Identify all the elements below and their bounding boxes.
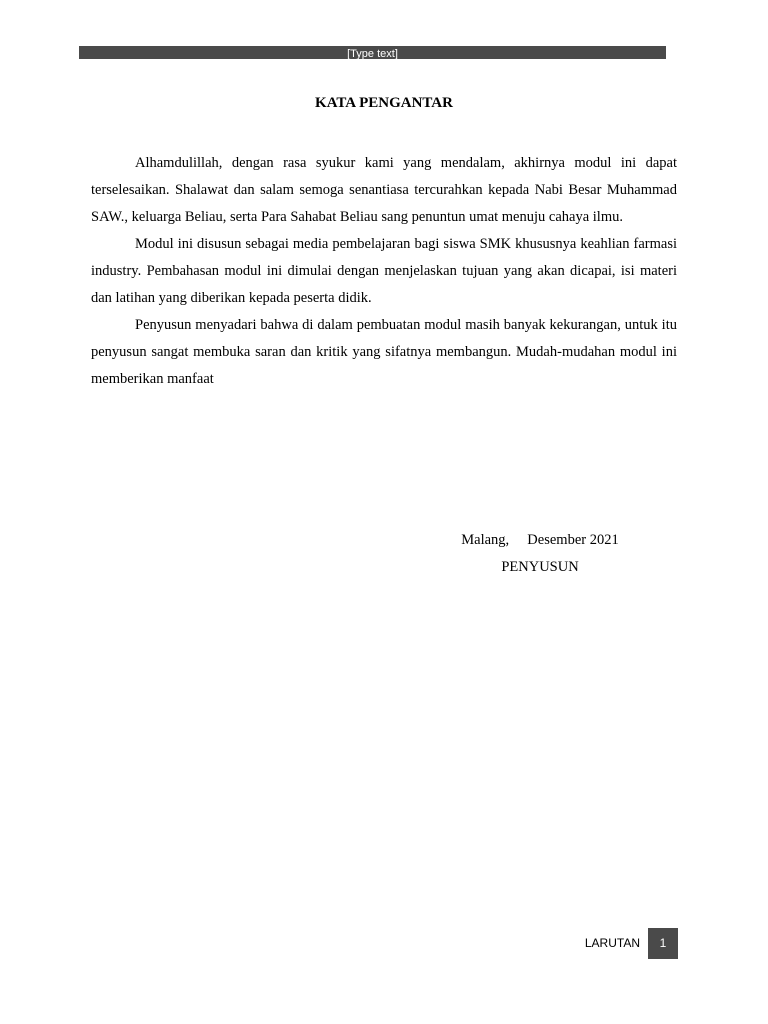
paragraph-2: Modul ini disusun sebagai media pembelajaran bagi siswa SMK khususnya keahlian farmasi industry. Pembahasan modul ini dimulai dengan menjelaskan tujuan yang akan dicapai, isi materi dan latihan yang diberikan kepada peserta didik.	[91, 236, 677, 306]
footer-label: LARUTAN	[584, 936, 640, 950]
page-header-bar	[79, 46, 666, 59]
signature-place-date: Malang, Desember 2021	[461, 532, 619, 548]
paragraph-3: Penyusun menyadari bahwa di dalam pembuatan modul masih banyak kekurangan, untuk itu penyusun sangat membuka saran dan kritik yang sifatnya membangun. Mudah-mudahan modul ini memberikan manfaat	[91, 317, 677, 387]
signature-signer: PENYUSUN	[501, 559, 579, 575]
document-body	[91, 150, 677, 393]
signature-block	[440, 527, 640, 581]
paragraph-1: Alhamdulillah, dengan rasa syukur kami yang mendalam, akhirnya modul ini dapat terselesaikan. Shalawat dan salam semoga senantiasa tercurahkan kepada Nabi Besar Muhammad SAW., keluarga Beliau, serta Para Sahabat Beliau sang penuntun umat menuju cahaya ilmu.	[91, 155, 677, 225]
page-header-text: [Type text]	[347, 48, 398, 59]
document-title: KATA PENGANTAR	[315, 95, 453, 111]
page-number-badge: 1	[648, 928, 678, 959]
